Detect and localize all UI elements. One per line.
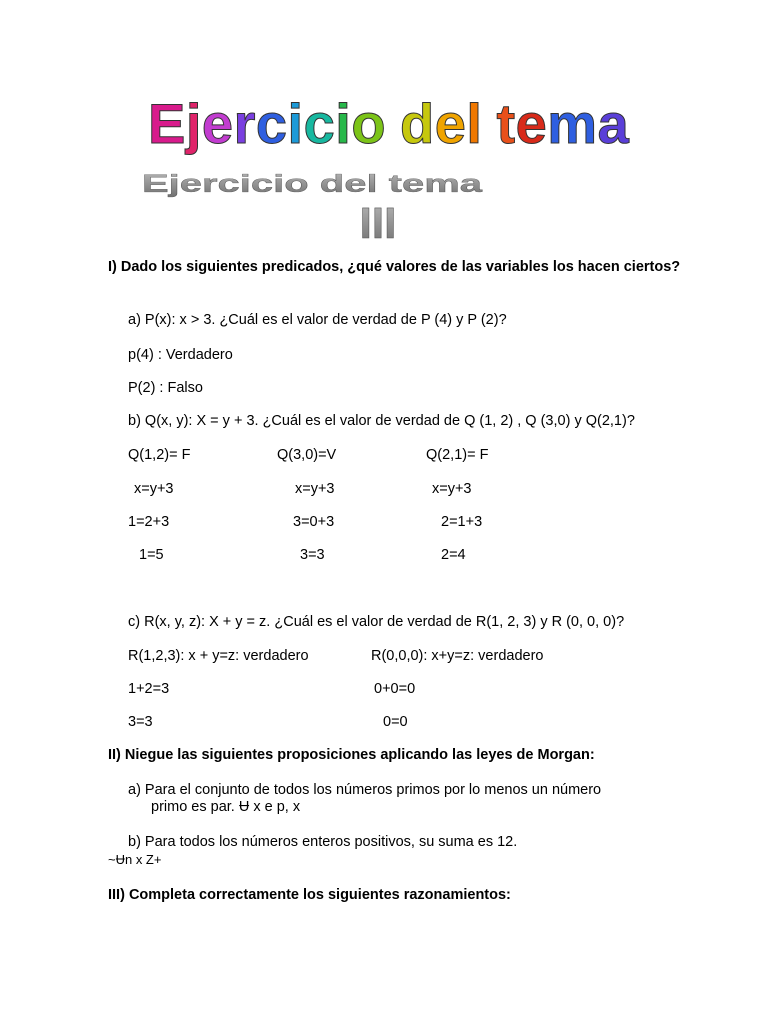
section2-heading: II) Niegue las siguientes proposiciones aplicando las leyes de Morgan: xyxy=(108,747,595,763)
title-letter: t xyxy=(496,92,516,155)
wordart-line2: III xyxy=(359,199,397,242)
section1-heading: I) Dado los siguientes predicados, ¿qué valores de las variables los hacen ciertos? xyxy=(108,259,681,275)
b-cell: 1=2+3 xyxy=(128,514,170,530)
b-cell: Q(3,0)=V xyxy=(277,447,337,463)
question-a: a) P(x): x > 3. ¿Cuál es el valor de verdad de P (4) y P (2)? xyxy=(128,312,507,328)
b-cell: 2=4 xyxy=(441,547,466,563)
title-letter: e xyxy=(434,92,467,155)
title-letter: m xyxy=(547,92,598,155)
s2-item-a-line1: a) Para el conjunto de todos los números primos por lo menos un número xyxy=(128,782,602,798)
b-cell: 2=1+3 xyxy=(441,514,483,530)
b-cell: x=y+3 xyxy=(134,481,174,497)
b-cell: x=y+3 xyxy=(432,481,472,497)
page-title xyxy=(148,92,629,156)
section3-heading: III) Completa correctamente los siguientes razonamientos: xyxy=(108,887,511,903)
title-letter: e xyxy=(201,92,234,155)
b-cell: 3=3 xyxy=(300,547,325,563)
title-letter: E xyxy=(148,92,186,155)
wordart-subtitle xyxy=(62,162,562,242)
c-cell: 3=3 xyxy=(128,714,153,730)
b-cell: Q(2,1)= F xyxy=(426,447,489,463)
question-b: b) Q(x, y): X = y + 3. ¿Cuál es el valor de verdad de Q (1, 2) , Q (3,0) y Q(2,1)? xyxy=(128,413,635,429)
s2-item-a-line2: primo es par. Ʉ x e p, x xyxy=(151,799,301,815)
b-cell: 1=5 xyxy=(139,547,164,563)
b-cell: x=y+3 xyxy=(295,481,335,497)
c-cell: R(1,2,3): x + y=z: verdadero xyxy=(128,648,309,664)
title-letter: l xyxy=(466,92,483,155)
wordart-line1: Ejercicio del tema xyxy=(141,170,483,198)
title-letter xyxy=(482,92,496,156)
title-letter: i xyxy=(287,92,304,155)
question-c: c) R(x, y, z): X + y = z. ¿Cuál es el valor de verdad de R(1, 2, 3) y R (0, 0, 0)? xyxy=(128,614,625,630)
title-letter: c xyxy=(303,92,336,155)
b-cell: Q(1,2)= F xyxy=(128,447,191,463)
answer-p2: P(2) : Falso xyxy=(128,380,203,396)
title-letter: j xyxy=(185,92,202,155)
title-letter: i xyxy=(335,92,352,155)
s2-item-b-line1: b) Para todos los números enteros positivos, su suma es 12. xyxy=(128,834,518,850)
c-cell: 0+0=0 xyxy=(374,681,416,697)
title-letter: c xyxy=(255,92,288,155)
b-cell: 3=0+3 xyxy=(293,514,335,530)
title-letter: a xyxy=(597,92,630,155)
s2-item-b-line2: ~Ʉn x Z+ xyxy=(108,852,162,867)
c-cell: 1+2=3 xyxy=(128,681,170,697)
answer-p4: p(4) : Verdadero xyxy=(128,347,233,363)
c-cell: R(0,0,0): x+y=z: verdadero xyxy=(371,648,544,664)
title-letter xyxy=(386,92,400,156)
title-letter: e xyxy=(515,92,548,155)
c-cell: 0=0 xyxy=(383,714,408,730)
title-letter: d xyxy=(400,92,435,155)
title-letter: o xyxy=(351,92,387,155)
title-letter: r xyxy=(233,92,256,155)
